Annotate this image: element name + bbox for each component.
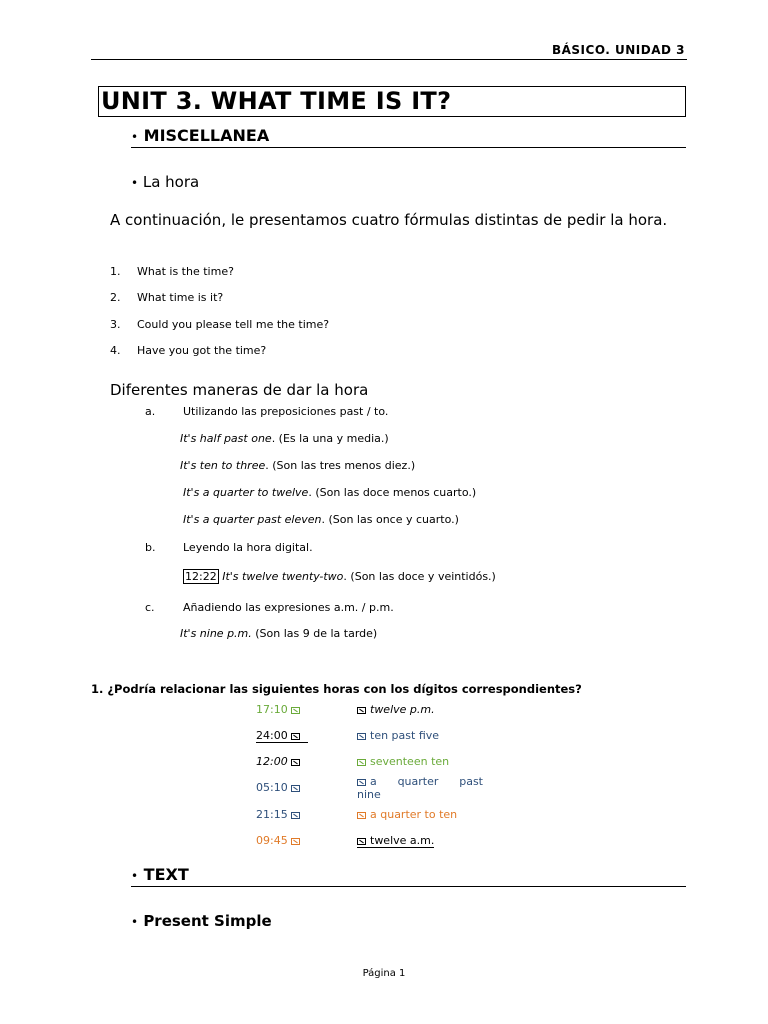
example-line <box>180 627 377 640</box>
intro-paragraph: A continuación, le presentamos cuatro fórmulas distintas de pedir la hora. <box>110 211 668 229</box>
subsection-la-hora <box>131 173 199 191</box>
example-en: It's half past one <box>180 432 272 445</box>
exercise-question: 1. ¿Podría relacionar las siguientes horas con los dígitos correspondientes? <box>91 682 582 696</box>
link-icon[interactable] <box>357 707 366 714</box>
match-words-right[interactable] <box>357 834 434 848</box>
link-icon[interactable] <box>291 759 300 766</box>
example-es: . (Son las once y cuarto.) <box>321 513 459 526</box>
link-icon[interactable] <box>291 733 300 740</box>
link-icon[interactable] <box>357 733 366 740</box>
header-rule <box>91 59 687 60</box>
page-number: Página 1 <box>362 968 406 979</box>
match-words-right[interactable] <box>357 703 435 716</box>
link-icon[interactable] <box>357 838 366 845</box>
subsection-la-hora-label: La hora <box>142 173 200 191</box>
link-icon[interactable] <box>291 785 300 792</box>
match-time-value: 21:15 <box>256 808 288 821</box>
example-line <box>183 486 476 499</box>
match-words-value: a quarter to ten <box>370 808 458 821</box>
match-time-left[interactable] <box>256 808 300 821</box>
match-words-value: seventeen ten <box>370 755 450 768</box>
example-en: It's ten to three <box>180 459 266 472</box>
example-es: . (Es la una y media.) <box>271 432 389 445</box>
section-miscellanea-label: MISCELLANEA <box>143 126 270 145</box>
example-es: (Son las 9 de la tarde) <box>251 627 378 640</box>
example-en: It's a quarter to twelve <box>183 486 309 499</box>
example-es: . (Son las tres menos diez.) <box>265 459 416 472</box>
link-icon[interactable] <box>291 838 300 845</box>
match-time-value: 09:45 <box>256 834 288 847</box>
example-line <box>180 432 389 445</box>
list-item: Have you got the time? <box>137 344 267 357</box>
list-number: 4. <box>110 344 121 357</box>
match-words-value: twelve a.m. <box>370 834 435 847</box>
bullet: • <box>131 176 139 190</box>
section-text <box>131 865 189 884</box>
link-icon[interactable] <box>357 759 366 766</box>
list-number: 2. <box>110 291 121 304</box>
section-rule <box>131 886 686 887</box>
example-en: It's nine p.m. <box>180 627 252 640</box>
match-time-left[interactable] <box>256 781 300 794</box>
section-rule <box>131 147 686 148</box>
list-number: 1. <box>110 265 121 278</box>
link-icon[interactable] <box>291 707 300 714</box>
match-words-value: ten past five <box>370 729 440 742</box>
match-words-right[interactable] <box>357 775 483 801</box>
item-letter-c: c. <box>145 601 155 614</box>
match-time-value: 17:10 <box>256 703 288 716</box>
digital-clock-display: 12:22 <box>185 570 217 583</box>
example-line <box>183 569 496 584</box>
link-icon[interactable] <box>357 812 366 819</box>
item-letter-a: a. <box>145 405 156 418</box>
match-time-left[interactable] <box>256 834 300 847</box>
item-letter-b: b. <box>145 541 156 554</box>
match-words-value: twelve p.m. <box>370 703 435 716</box>
list-item: Could you please tell me the time? <box>137 318 330 331</box>
match-words-right[interactable] <box>357 729 439 742</box>
section-text-label: TEXT <box>143 865 189 884</box>
match-time-left[interactable] <box>256 703 300 716</box>
bullet: • <box>131 869 139 883</box>
match-time-value: 24:00 <box>256 729 288 742</box>
match-time-left[interactable] <box>256 729 308 743</box>
link-icon[interactable] <box>291 812 300 819</box>
page-title: UNIT 3. WHAT TIME IS IT? <box>101 87 452 115</box>
example-line <box>180 459 415 472</box>
match-time-value: 05:10 <box>256 781 288 794</box>
subsection-present-simple <box>131 912 272 930</box>
item-text-a: Utilizando las preposiciones past / to. <box>183 405 389 418</box>
ways-heading: Diferentes maneras de dar la hora <box>110 381 369 399</box>
list-item: What is the time? <box>137 265 234 278</box>
running-header: BÁSICO. UNIDAD 3 <box>551 43 685 57</box>
link-icon[interactable] <box>357 779 366 786</box>
item-text-c: Añadiendo las expresiones a.m. / p.m. <box>183 601 394 614</box>
section-miscellanea <box>131 126 269 145</box>
bullet: • <box>131 915 139 929</box>
example-en: It's twelve twenty-two <box>222 570 344 583</box>
example-en: It's a quarter past eleven <box>183 513 322 526</box>
match-time-left[interactable] <box>256 755 300 768</box>
match-words-right[interactable] <box>357 755 449 768</box>
list-item: What time is it? <box>137 291 224 304</box>
match-words-value: a quarter past nine <box>357 775 483 801</box>
example-es: . (Son las doce menos cuarto.) <box>308 486 477 499</box>
subsection-present-simple-label: Present Simple <box>143 912 272 930</box>
example-es: . (Son las doce y veintidós.) <box>343 570 496 583</box>
match-time-value: 12:00 <box>256 755 288 768</box>
bullet: • <box>131 130 139 144</box>
match-words-right[interactable] <box>357 808 457 821</box>
list-number: 3. <box>110 318 121 331</box>
item-text-b: Leyendo la hora digital. <box>183 541 313 554</box>
example-line <box>183 513 459 526</box>
